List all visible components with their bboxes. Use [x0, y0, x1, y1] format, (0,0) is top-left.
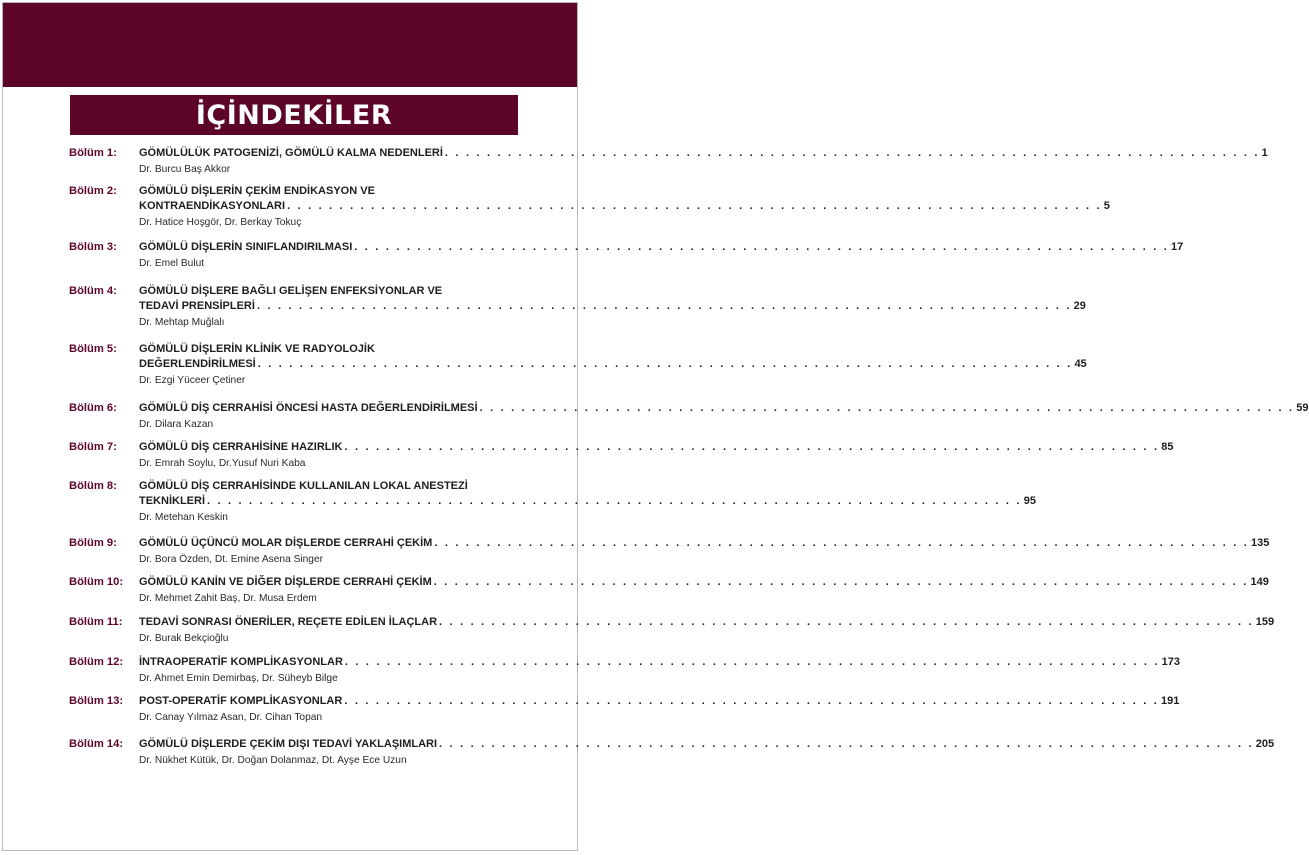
- page-number: 59: [1296, 402, 1309, 414]
- dot-leader: . . . . . . . . . . . . . . . . . . . . . . . . . . . . . . . . . . . . . . . . . . . . . . . . . . . . . . . . . . . . . . . . . . . . . . . . . . . . . .: [354, 241, 1169, 253]
- chapter-title-text: TEKNİKLERİ: [139, 495, 205, 507]
- chapter-authors: Dr. Dilara Kazan: [139, 419, 214, 430]
- chapter-authors: Dr. Bora Özden, Dt. Emine Asena Singer: [139, 554, 324, 565]
- page-number: 149: [1250, 576, 1269, 588]
- chapter-title: [139, 494, 1036, 509]
- chapter-title: [139, 575, 1269, 590]
- chapter-number: Bölüm 1:: [69, 147, 117, 159]
- chapter-authors: Dr. Burcu Baş Akkor: [139, 164, 231, 175]
- dot-leader: . . . . . . . . . . . . . . . . . . . . . . . . . . . . . . . . . . . . . . . . . . . . . . . . . . . . . . . . . . . . . . . . . . . . . . . . . . . . . .: [287, 200, 1102, 212]
- chapter-title: [139, 146, 1268, 161]
- chapter-title: [139, 199, 1110, 214]
- chapter-number: Bölüm 4:: [69, 285, 117, 297]
- chapter-title: GÖMÜLÜ DİŞ CERRAHİSİNDE KULLANILAN LOKAL ANESTEZİ: [139, 480, 468, 492]
- chapter-title-text: GÖMÜLÜ DİŞLERDE ÇEKİM DIŞI TEDAVİ YAKLAŞIMLARI: [139, 738, 438, 750]
- chapter-title-text: POST-OPERATİF KOMPLİKASYONLAR: [139, 695, 343, 707]
- chapter-title: [139, 615, 1275, 630]
- dot-leader: . . . . . . . . . . . . . . . . . . . . . . . . . . . . . . . . . . . . . . . . . . . . . . . . . . . . . . . . . . . . . . . . . . . . . . . . . . . . . .: [444, 147, 1260, 159]
- chapter-authors: Dr. Metehan Keskin: [139, 512, 228, 523]
- chapter-number: Bölüm 9:: [69, 537, 117, 549]
- chapter-title-text: İNTRAOPERATİF KOMPLİKASYONLAR: [139, 656, 343, 668]
- chapter-authors: Dr. Burak Bekçioğlu: [139, 633, 229, 644]
- chapter-title-text: TEDAVİ PRENSİPLERİ: [139, 300, 255, 312]
- chapter-number: Bölüm 3:: [69, 241, 117, 253]
- chapter-number: Bölüm 10:: [69, 576, 124, 588]
- chapter-authors: Dr. Emrah Soylu, Dr.Yusuf Nuri Kaba: [139, 458, 306, 469]
- dot-leader: . . . . . . . . . . . . . . . . . . . . . . . . . . . . . . . . . . . . . . . . . . . . . . . . . . . . . . . . . . . . . . . . . . . . . . . . . . . . . .: [344, 441, 1160, 453]
- page-number: 1: [1261, 147, 1268, 159]
- chapter-title-text: GÖMÜLÜ KANİN VE DİĞER DİŞLERDE CERRAHİ ÇEKİM: [139, 576, 432, 588]
- chapter-title: [139, 655, 1180, 670]
- page-title: İÇİNDEKİLER: [70, 95, 518, 135]
- page-number: 95: [1023, 495, 1036, 507]
- dot-leader: . . . . . . . . . . . . . . . . . . . . . . . . . . . . . . . . . . . . . . . . . . . . . . . . . . . . . . . . . . . . . . . . . . . . . . . . . . . . . .: [439, 738, 1254, 750]
- chapter-authors: Dr. Mehmet Zahit Baş, Dr. Musa Erdem: [139, 593, 317, 604]
- chapter-title: [139, 357, 1087, 372]
- chapter-number: Bölüm 11:: [69, 616, 123, 628]
- page-number: 85: [1161, 441, 1174, 453]
- chapter-authors: Dr. Ahmet Emin Demirbaş, Dr. Süheyb Bilge: [139, 673, 338, 684]
- dot-leader: . . . . . . . . . . . . . . . . . . . . . . . . . . . . . . . . . . . . . . . . . . . . . . . . . . . . . . . . . . . . . . . . . . . . . . . . . . . . . .: [344, 656, 1160, 668]
- chapter-number: Bölüm 14:: [69, 738, 124, 750]
- page-number: 29: [1073, 300, 1086, 312]
- chapter-number: Bölüm 2:: [69, 185, 117, 197]
- chapter-number: Bölüm 8:: [69, 480, 117, 492]
- page-number: 159: [1255, 616, 1275, 628]
- chapter-title: [139, 299, 1086, 314]
- chapter-title-text: GÖMÜLÜ DİŞLERİN SINIFLANDIRILMASI: [139, 241, 353, 253]
- chapter-number: Bölüm 7:: [69, 441, 117, 453]
- chapter-title-text: GÖMÜLÜ ÜÇÜNCÜ MOLAR DİŞLERDE CERRAHİ ÇEKİM: [139, 537, 433, 549]
- page-number: 173: [1161, 656, 1180, 668]
- page-number: 45: [1074, 358, 1087, 370]
- chapter-title-text: TEDAVİ SONRASI ÖNERİLER, REÇETE EDİLEN İLAÇLAR: [139, 616, 438, 628]
- chapter-authors: Dr. Hatice Hoşgör, Dr. Berkay Tokuç: [139, 217, 302, 228]
- chapter-title-text: KONTRAENDİKASYONLARI: [139, 200, 286, 212]
- page-number: 5: [1103, 200, 1110, 212]
- chapter-number: Bölüm 5:: [69, 343, 117, 355]
- dot-leader: . . . . . . . . . . . . . . . . . . . . . . . . . . . . . . . . . . . . . . . . . . . . . . . . . . . . . . . . . . . . . . . . . . . . . . . . . . . . . .: [433, 576, 1249, 588]
- dot-leader: . . . . . . . . . . . . . . . . . . . . . . . . . . . . . . . . . . . . . . . . . . . . . . . . . . . . . . . . . . . . . . . . . . . . . . . . . . . . . .: [439, 616, 1254, 628]
- dot-leader: . . . . . . . . . . . . . . . . . . . . . . . . . . . . . . . . . . . . . . . . . . . . . . . . . . . . . . . . . . . . . . . . . . . . . . . . . . . . . .: [257, 358, 1073, 370]
- chapter-title-text: GÖMÜLÜ DİŞ CERRAHİSİ ÖNCESİ HASTA DEĞERLENDİRİLMESİ: [139, 402, 478, 414]
- chapter-number: Bölüm 6:: [69, 402, 117, 414]
- chapter-title: [139, 737, 1275, 752]
- chapter-title: GÖMÜLÜ DİŞLERİN KLİNİK VE RADYOLOJİK: [139, 343, 375, 355]
- dot-leader: . . . . . . . . . . . . . . . . . . . . . . . . . . . . . . . . . . . . . . . . . . . . . . . . . . . . . . . . . . . . . . . . . . . . . . . . . . . . . .: [256, 300, 1072, 312]
- chapter-title-text: GÖMÜLÜ DİŞ CERRAHİSİNE HAZIRLIK: [139, 441, 343, 453]
- chapter-number: Bölüm 13:: [69, 695, 124, 707]
- chapter-title: [139, 694, 1180, 709]
- page-number: 205: [1255, 738, 1275, 750]
- chapter-authors: Dr. Emel Bulut: [139, 258, 205, 269]
- chapter-title: GÖMÜLÜ DİŞLERİN ÇEKİM ENDİKASYON VE: [139, 185, 375, 197]
- dot-leader: . . . . . . . . . . . . . . . . . . . . . . . . . . . . . . . . . . . . . . . . . . . . . . . . . . . . . . . . . . . . . . . . . . . . . . . . . . . . . .: [207, 495, 1022, 507]
- chapter-title-text: DEĞERLENDİRİLMESİ: [139, 358, 256, 370]
- page-number: 17: [1170, 241, 1184, 253]
- chapter-title: [139, 401, 1309, 416]
- chapter-authors: Dr. Ezgi Yüceer Çetiner: [139, 375, 246, 386]
- chapter-authors: Dr. Nükhet Kütük, Dr. Doğan Dolanmaz, Dt. Ayşe Ece Uzun: [139, 755, 407, 766]
- page-number: 135: [1251, 537, 1270, 549]
- chapter-authors: Dr. Mehtap Muğlalı: [139, 317, 225, 328]
- chapter-title-text: GÖMÜLÜLÜK PATOGENİZİ, GÖMÜLÜ KALMA NEDENLERİ: [139, 147, 443, 159]
- page-number: 191: [1161, 695, 1180, 707]
- chapter-title: [139, 536, 1270, 551]
- dot-leader: . . . . . . . . . . . . . . . . . . . . . . . . . . . . . . . . . . . . . . . . . . . . . . . . . . . . . . . . . . . . . . . . . . . . . . . . . . . . . .: [479, 402, 1295, 414]
- chapter-title: [139, 440, 1174, 455]
- chapter-title: [139, 240, 1184, 255]
- dot-leader: . . . . . . . . . . . . . . . . . . . . . . . . . . . . . . . . . . . . . . . . . . . . . . . . . . . . . . . . . . . . . . . . . . . . . . . . . . . . . .: [434, 537, 1250, 549]
- dot-leader: . . . . . . . . . . . . . . . . . . . . . . . . . . . . . . . . . . . . . . . . . . . . . . . . . . . . . . . . . . . . . . . . . . . . . . . . . . . . . .: [344, 695, 1160, 707]
- chapter-number: Bölüm 12:: [69, 656, 124, 668]
- chapter-title: GÖMÜLÜ DİŞLERE BAĞLI GELİŞEN ENFEKSİYONLAR VE: [139, 285, 443, 297]
- chapter-authors: Dr. Canay Yılmaz Asan, Dr. Cihan Topan: [139, 712, 323, 723]
